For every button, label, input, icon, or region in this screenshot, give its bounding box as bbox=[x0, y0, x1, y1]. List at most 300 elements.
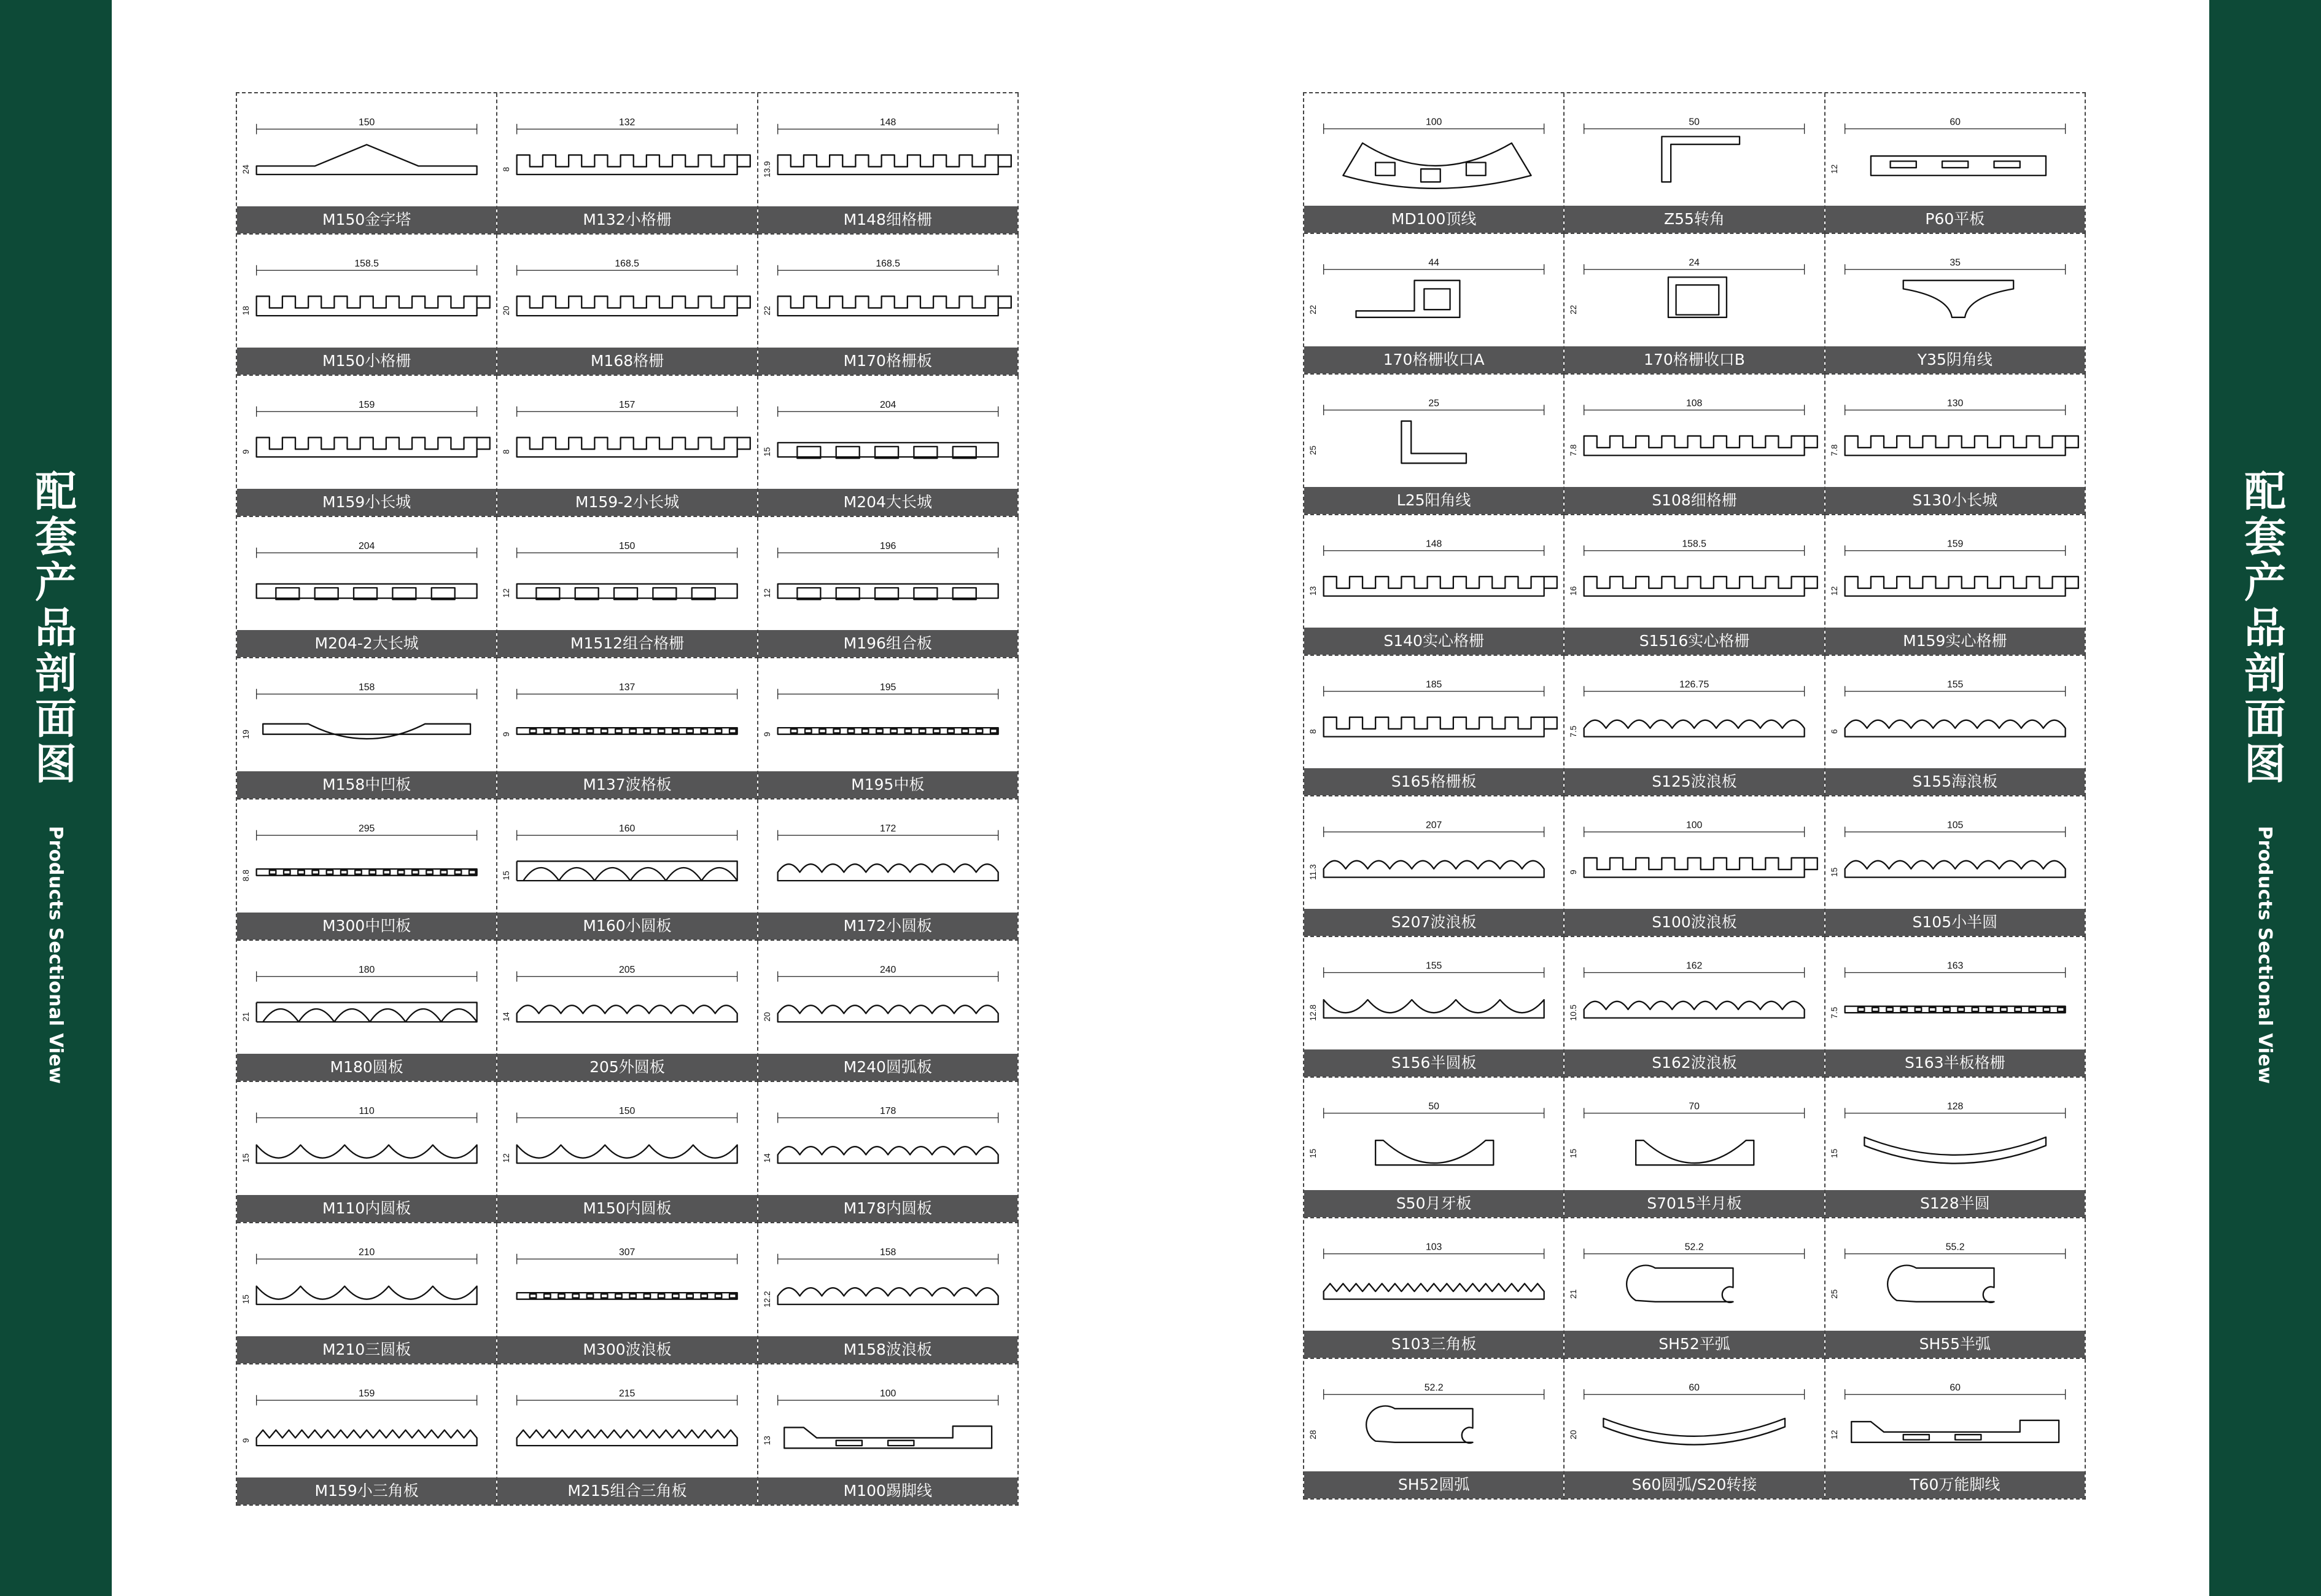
product-cell bbox=[758, 1082, 1019, 1223]
product-label: M158中凹板 bbox=[237, 771, 496, 798]
product-label: 170格栅收口B bbox=[1565, 346, 1824, 373]
profile-outline bbox=[1845, 577, 2078, 596]
product-cell bbox=[497, 1364, 758, 1506]
dimension-height-text: 8 bbox=[502, 166, 511, 172]
dimension-width-text: 162 bbox=[1686, 960, 1703, 971]
profile-outline bbox=[257, 584, 477, 599]
product-label: T60万能脚线 bbox=[1825, 1471, 2085, 1498]
dimension-height-text: 7.8 bbox=[1829, 444, 1839, 456]
product-cell bbox=[237, 1364, 497, 1506]
dimension-width-text: 204 bbox=[358, 540, 375, 551]
dimension-height-text: 10.5 bbox=[1569, 1004, 1579, 1021]
profile-drawing bbox=[1304, 234, 1563, 346]
product-label: S165格栅板 bbox=[1304, 768, 1563, 795]
profile-outline bbox=[517, 1430, 737, 1446]
product-label: S100波浪板 bbox=[1565, 909, 1824, 936]
dimension-width-text: 150 bbox=[619, 1105, 636, 1116]
profile-drawing bbox=[1304, 93, 1563, 206]
profile-outline bbox=[1584, 1002, 1805, 1018]
dimension-height-text: 8 bbox=[1308, 729, 1318, 734]
dimension-width-text: 110 bbox=[359, 1105, 375, 1116]
dimension-width-text: 207 bbox=[1425, 820, 1442, 831]
product-label: Z55转角 bbox=[1565, 206, 1824, 233]
profile-outline bbox=[777, 1288, 998, 1304]
product-cell bbox=[1304, 1359, 1565, 1500]
profile-outline bbox=[777, 864, 998, 881]
product-cell bbox=[1825, 93, 2086, 234]
profile-drawing bbox=[1825, 1359, 2085, 1471]
product-cell bbox=[1565, 234, 1825, 375]
product-cell bbox=[1565, 93, 1825, 234]
product-cell bbox=[497, 1082, 758, 1223]
dimension-width-text: 70 bbox=[1689, 1101, 1700, 1112]
profile-outline bbox=[263, 724, 470, 739]
right-side-band bbox=[2209, 0, 2321, 1596]
product-cell bbox=[1565, 375, 1825, 515]
profile-outline bbox=[1851, 1420, 2059, 1442]
dimension-height-text: 28 bbox=[1308, 1430, 1318, 1439]
profile-drawing bbox=[1825, 656, 2085, 768]
dimension-height-text: 14 bbox=[762, 1153, 772, 1163]
dimension-width-text: 307 bbox=[619, 1247, 636, 1258]
dimension-height-text: 9 bbox=[762, 731, 772, 737]
product-label: M150小格栅 bbox=[237, 348, 496, 375]
dimension-height-text: 19 bbox=[241, 730, 251, 739]
dimension-width-text: 100 bbox=[879, 1388, 896, 1399]
profile-outline bbox=[257, 1145, 477, 1164]
dimension-height-text: 8 bbox=[502, 449, 511, 454]
profile-outline bbox=[1366, 1406, 1472, 1443]
dimension-width-text: 132 bbox=[619, 117, 636, 128]
dimension-width-text: 108 bbox=[1686, 398, 1703, 409]
dimension-width-text: 158 bbox=[879, 1247, 896, 1258]
dimension-height-text: 12 bbox=[1829, 1430, 1839, 1439]
dimension-width-text: 240 bbox=[879, 964, 896, 975]
product-cell bbox=[237, 1082, 497, 1223]
product-cell bbox=[497, 93, 758, 235]
profile-drawing bbox=[1825, 1218, 2085, 1331]
profile-outline bbox=[257, 296, 490, 316]
profile-outline bbox=[1627, 1266, 1733, 1302]
right-product-grid bbox=[1303, 92, 2086, 1500]
product-cell bbox=[1825, 937, 2086, 1078]
dimension-height-text: 20 bbox=[762, 1012, 772, 1022]
profile-drawing bbox=[1565, 234, 1824, 346]
product-label: S128半圆 bbox=[1825, 1190, 2085, 1217]
product-label: S103三角板 bbox=[1304, 1331, 1563, 1358]
product-cell bbox=[497, 376, 758, 517]
profile-outline bbox=[1324, 1283, 1544, 1299]
profile-drawing bbox=[497, 941, 756, 1054]
dimension-width-text: 205 bbox=[619, 964, 636, 975]
product-cell bbox=[237, 93, 497, 235]
profile-outline bbox=[777, 1146, 998, 1163]
product-label: M204大长城 bbox=[758, 489, 1017, 516]
profile-drawing bbox=[1565, 1078, 1824, 1190]
product-label: S140实心格栅 bbox=[1304, 628, 1563, 655]
product-label: M168格栅 bbox=[497, 348, 756, 375]
dimension-width-text: 60 bbox=[1950, 1382, 1961, 1393]
dimension-height-text: 14 bbox=[502, 1012, 511, 1022]
product-cell bbox=[1565, 937, 1825, 1078]
product-label: M172小圆板 bbox=[758, 913, 1017, 940]
profile-outline bbox=[1356, 281, 1460, 317]
product-cell bbox=[237, 235, 497, 376]
dimension-width-text: 196 bbox=[879, 540, 896, 551]
product-cell bbox=[497, 235, 758, 376]
product-cell bbox=[497, 941, 758, 1082]
dimension-height-text: 22 bbox=[762, 306, 772, 316]
product-cell bbox=[237, 941, 497, 1082]
profile-outline bbox=[777, 728, 998, 734]
dimension-width-text: 168.5 bbox=[615, 258, 640, 269]
left-product-grid bbox=[236, 92, 1019, 1506]
product-label: M180圆板 bbox=[237, 1054, 496, 1081]
product-cell bbox=[758, 658, 1019, 800]
profile-outline bbox=[1375, 1140, 1493, 1165]
dimension-width-text: 50 bbox=[1689, 117, 1700, 128]
dimension-width-text: 35 bbox=[1950, 257, 1961, 268]
profile-drawing bbox=[1565, 1218, 1824, 1331]
profile-outline bbox=[1636, 1140, 1754, 1165]
dimension-height-text: 9 bbox=[241, 1438, 251, 1443]
dimension-height-text: 15 bbox=[1308, 1148, 1318, 1158]
profile-outline bbox=[1584, 720, 1805, 737]
product-cell bbox=[1304, 1078, 1565, 1218]
dimension-height-text: 12.2 bbox=[762, 1291, 772, 1308]
product-label: M150金字塔 bbox=[237, 206, 496, 233]
product-cell bbox=[758, 376, 1019, 517]
dimension-width-text: 100 bbox=[1425, 117, 1442, 128]
dimension-width-text: 158.5 bbox=[1682, 539, 1707, 550]
product-cell bbox=[1565, 656, 1825, 796]
dimension-height-text: 12 bbox=[762, 588, 772, 598]
profile-outline bbox=[517, 437, 750, 457]
dimension-height-text: 13 bbox=[762, 1436, 772, 1446]
product-cell bbox=[1825, 1218, 2086, 1359]
dimension-width-text: 295 bbox=[358, 823, 375, 834]
profile-drawing bbox=[758, 376, 1017, 489]
product-label: M215组合三角板 bbox=[497, 1477, 756, 1505]
profile-outline bbox=[517, 728, 737, 734]
product-cell bbox=[758, 517, 1019, 658]
profile-drawing bbox=[1825, 515, 2085, 628]
dimension-width-text: 159 bbox=[1946, 539, 1964, 550]
profile-outline bbox=[1845, 720, 2065, 737]
dimension-height-text: 7.8 bbox=[1569, 444, 1579, 456]
product-label: S108细格栅 bbox=[1565, 487, 1824, 514]
dimension-width-text: 159 bbox=[358, 399, 375, 410]
dimension-height-text: 9 bbox=[1569, 870, 1579, 874]
product-label: 205外圆板 bbox=[497, 1054, 756, 1081]
profile-outline bbox=[1864, 1137, 2046, 1164]
product-label: M300波浪板 bbox=[497, 1336, 756, 1363]
profile-drawing bbox=[1825, 796, 2085, 909]
dimension-width-text: 168.5 bbox=[876, 258, 900, 269]
profile-drawing bbox=[758, 93, 1017, 206]
profile-drawing bbox=[497, 658, 756, 771]
dimension-height-text: 11.3 bbox=[1308, 864, 1318, 881]
dimension-width-text: 148 bbox=[879, 117, 896, 128]
product-cell bbox=[497, 517, 758, 658]
dimension-width-text: 52.2 bbox=[1424, 1382, 1444, 1393]
profile-outline bbox=[1584, 577, 1818, 596]
profile-drawing bbox=[497, 800, 756, 913]
product-cell bbox=[237, 376, 497, 517]
product-cell bbox=[497, 800, 758, 941]
product-cell bbox=[1304, 1218, 1565, 1359]
profile-drawing bbox=[237, 1364, 496, 1477]
product-label: M160小圆板 bbox=[497, 913, 756, 940]
dimension-width-text: 210 bbox=[358, 1247, 375, 1258]
dimension-width-text: 160 bbox=[619, 823, 636, 834]
dimension-height-text: 15 bbox=[1829, 1148, 1839, 1158]
profile-drawing bbox=[237, 1082, 496, 1195]
profile-drawing bbox=[758, 1364, 1017, 1477]
product-label: M170格栅板 bbox=[758, 348, 1017, 375]
product-label: M148细格栅 bbox=[758, 206, 1017, 233]
profile-drawing bbox=[237, 235, 496, 348]
dimension-height-text: 12 bbox=[502, 1153, 511, 1163]
dimension-width-text: 137 bbox=[619, 682, 636, 693]
profile-drawing bbox=[1565, 93, 1824, 206]
product-cell bbox=[758, 1364, 1019, 1506]
product-label: M195中板 bbox=[758, 771, 1017, 798]
product-label: S156半圆板 bbox=[1304, 1049, 1563, 1076]
product-cell bbox=[758, 93, 1019, 235]
profile-drawing bbox=[758, 800, 1017, 913]
profile-outline bbox=[517, 584, 737, 599]
product-cell bbox=[1825, 515, 2086, 656]
product-cell bbox=[237, 517, 497, 658]
dimension-width-text: 148 bbox=[1425, 539, 1442, 550]
dimension-height-text: 25 bbox=[1829, 1289, 1839, 1299]
product-label: M159实心格栅 bbox=[1825, 628, 2085, 655]
dimension-height-text: 15 bbox=[1569, 1148, 1579, 1158]
profile-drawing bbox=[497, 93, 756, 206]
product-cell bbox=[1825, 1359, 2086, 1500]
dimension-height-text: 12 bbox=[1829, 164, 1839, 174]
dimension-width-text: 185 bbox=[1425, 679, 1442, 690]
product-label: S125波浪板 bbox=[1565, 768, 1824, 795]
dimension-height-text: 13 bbox=[1308, 586, 1318, 596]
profile-outline bbox=[777, 584, 998, 599]
profile-outline bbox=[1584, 858, 1818, 878]
product-cell bbox=[1304, 234, 1565, 375]
product-cell bbox=[237, 1223, 497, 1364]
profile-outline bbox=[1343, 143, 1531, 189]
product-label: MD100顶线 bbox=[1304, 206, 1563, 233]
dimension-height-text: 20 bbox=[1569, 1430, 1579, 1439]
product-label: S163半板格栅 bbox=[1825, 1049, 2085, 1076]
product-cell bbox=[1304, 515, 1565, 656]
profile-outline bbox=[1845, 1006, 2065, 1013]
profile-drawing bbox=[237, 376, 496, 489]
product-cell bbox=[1304, 937, 1565, 1078]
dimension-width-text: 195 bbox=[879, 682, 896, 693]
dimension-height-text: 15 bbox=[762, 447, 772, 457]
profile-drawing bbox=[1825, 1078, 2085, 1190]
profile-outline bbox=[517, 1293, 737, 1299]
product-label: M110内圆板 bbox=[237, 1195, 496, 1222]
dimension-width-text: 150 bbox=[619, 540, 636, 551]
dimension-width-text: 180 bbox=[358, 964, 375, 975]
product-label: S105小半圆 bbox=[1825, 909, 2085, 936]
profile-outline bbox=[517, 296, 750, 316]
dimension-width-text: 55.2 bbox=[1945, 1242, 1965, 1253]
product-label: S162波浪板 bbox=[1565, 1049, 1824, 1076]
product-label: Y35阴角线 bbox=[1825, 346, 2085, 373]
product-label: M300中凹板 bbox=[237, 913, 496, 940]
dimension-width-text: 105 bbox=[1946, 820, 1964, 831]
product-label: M132小格栅 bbox=[497, 206, 756, 233]
product-label: M159小三角板 bbox=[237, 1477, 496, 1505]
profile-drawing bbox=[1304, 1078, 1563, 1190]
product-label: S207波浪板 bbox=[1304, 909, 1563, 936]
profile-drawing bbox=[497, 235, 756, 348]
dimension-height-text: 12 bbox=[502, 588, 511, 598]
profile-outline bbox=[777, 155, 1011, 174]
dimension-width-text: 159 bbox=[358, 1388, 375, 1399]
dimension-width-text: 172 bbox=[879, 823, 896, 834]
profile-drawing bbox=[497, 376, 756, 489]
product-cell bbox=[1825, 796, 2086, 937]
dimension-height-text: 21 bbox=[241, 1012, 251, 1022]
dimension-height-text: 9 bbox=[241, 449, 251, 454]
product-cell bbox=[497, 1223, 758, 1364]
dimension-width-text: 155 bbox=[1946, 679, 1964, 690]
profile-drawing bbox=[1565, 375, 1824, 487]
profile-outline bbox=[1324, 1000, 1544, 1018]
profile-drawing bbox=[1304, 375, 1563, 487]
dimension-width-text: 155 bbox=[1425, 960, 1442, 971]
product-label: M100踢脚线 bbox=[758, 1477, 1017, 1505]
profile-drawing bbox=[758, 658, 1017, 771]
dimension-height-text: 22 bbox=[1569, 305, 1579, 314]
product-cell bbox=[1825, 656, 2086, 796]
dimension-width-text: 25 bbox=[1428, 398, 1439, 409]
profile-drawing bbox=[237, 941, 496, 1054]
profile-outline bbox=[777, 443, 998, 458]
dimension-height-text: 21 bbox=[1569, 1289, 1579, 1299]
dimension-height-text: 12.8 bbox=[1308, 1004, 1318, 1021]
side-title-en: Products Sectional View bbox=[45, 826, 66, 1084]
profile-drawing bbox=[237, 93, 496, 206]
dimension-width-text: 100 bbox=[1686, 820, 1703, 831]
profile-drawing bbox=[237, 517, 496, 630]
profile-outline bbox=[1604, 1419, 1786, 1445]
product-label: S7015半月板 bbox=[1565, 1190, 1824, 1217]
profile-outline bbox=[777, 296, 1011, 316]
product-label: 170格栅收口A bbox=[1304, 346, 1563, 373]
dimension-width-text: 157 bbox=[619, 399, 636, 410]
product-cell bbox=[1304, 656, 1565, 796]
dimension-width-text: 60 bbox=[1689, 1382, 1700, 1393]
profile-outline bbox=[257, 145, 477, 175]
profile-outline bbox=[517, 1005, 737, 1022]
profile-drawing bbox=[497, 1364, 756, 1477]
product-label: SH52平弧 bbox=[1565, 1331, 1824, 1358]
dimension-width-text: 158 bbox=[358, 682, 375, 693]
product-label: M1512组合格栅 bbox=[497, 630, 756, 657]
profile-drawing bbox=[1825, 234, 2085, 346]
dimension-width-text: 128 bbox=[1946, 1101, 1964, 1112]
product-cell bbox=[497, 658, 758, 800]
product-label: SH52圆弧 bbox=[1304, 1471, 1563, 1498]
profile-drawing bbox=[1565, 515, 1824, 628]
product-cell bbox=[1565, 1359, 1825, 1500]
profile-drawing bbox=[1825, 937, 2085, 1049]
dimension-height-text: 20 bbox=[502, 306, 511, 316]
profile-outline bbox=[517, 155, 750, 174]
profile-drawing bbox=[1304, 1218, 1563, 1331]
profile-drawing bbox=[497, 1223, 756, 1336]
profile-drawing bbox=[758, 1223, 1017, 1336]
dimension-width-text: 60 bbox=[1950, 117, 1961, 128]
profile-drawing bbox=[237, 800, 496, 913]
dimension-height-text: 12 bbox=[1829, 586, 1839, 596]
dimension-height-text: 16 bbox=[1569, 586, 1579, 596]
profile-drawing bbox=[1565, 1359, 1824, 1471]
dimension-width-text: 215 bbox=[619, 1388, 636, 1399]
profile-outline bbox=[777, 1005, 998, 1022]
side-title-cn: 配 套 产 品 剖 面 图 bbox=[34, 468, 77, 789]
product-label: S155海浪板 bbox=[1825, 768, 2085, 795]
dimension-height-text: 13.9 bbox=[762, 161, 772, 178]
dimension-height-text: 7.5 bbox=[1829, 1006, 1839, 1019]
product-cell bbox=[1304, 93, 1565, 234]
profile-drawing bbox=[1825, 93, 2085, 206]
dimension-width-text: 130 bbox=[1946, 398, 1964, 409]
profile-outline bbox=[1871, 156, 2046, 176]
left-side-band bbox=[0, 0, 112, 1596]
product-label: M137波格板 bbox=[497, 771, 756, 798]
dimension-height-text: 18 bbox=[241, 306, 251, 316]
profile-outline bbox=[257, 1287, 477, 1305]
dimension-height-text: 8.8 bbox=[241, 870, 251, 882]
profile-outline bbox=[1668, 277, 1727, 317]
product-label: M178内圆板 bbox=[758, 1195, 1017, 1222]
profile-drawing bbox=[497, 517, 756, 630]
profile-drawing bbox=[1304, 937, 1563, 1049]
profile-outline bbox=[1584, 436, 1818, 456]
profile-outline bbox=[257, 1002, 477, 1022]
profile-outline bbox=[1401, 421, 1466, 464]
side-title-cn: 配 套 产 品 剖 面 图 bbox=[2244, 468, 2286, 789]
product-cell bbox=[1825, 375, 2086, 515]
profile-outline bbox=[257, 1430, 477, 1446]
profile-outline bbox=[1903, 281, 2013, 317]
product-cell bbox=[1304, 375, 1565, 515]
dimension-height-text: 15 bbox=[241, 1153, 251, 1163]
profile-drawing bbox=[1304, 796, 1563, 909]
dimension-height-text: 24 bbox=[241, 165, 251, 174]
product-cell bbox=[1565, 1218, 1825, 1359]
profile-outline bbox=[1845, 861, 2065, 878]
dimension-width-text: 204 bbox=[879, 399, 896, 410]
dimension-width-text: 126.75 bbox=[1679, 679, 1709, 690]
profile-outline bbox=[1324, 577, 1557, 596]
dimension-height-text: 15 bbox=[241, 1294, 251, 1304]
product-cell bbox=[1825, 234, 2086, 375]
profile-outline bbox=[1324, 717, 1557, 737]
product-label: P60平板 bbox=[1825, 206, 2085, 233]
product-label: S60圆弧/S20转接 bbox=[1565, 1471, 1824, 1498]
product-cell bbox=[237, 800, 497, 941]
product-cell bbox=[758, 941, 1019, 1082]
profile-drawing bbox=[1304, 656, 1563, 768]
dimension-height-text: 7.5 bbox=[1569, 725, 1579, 738]
